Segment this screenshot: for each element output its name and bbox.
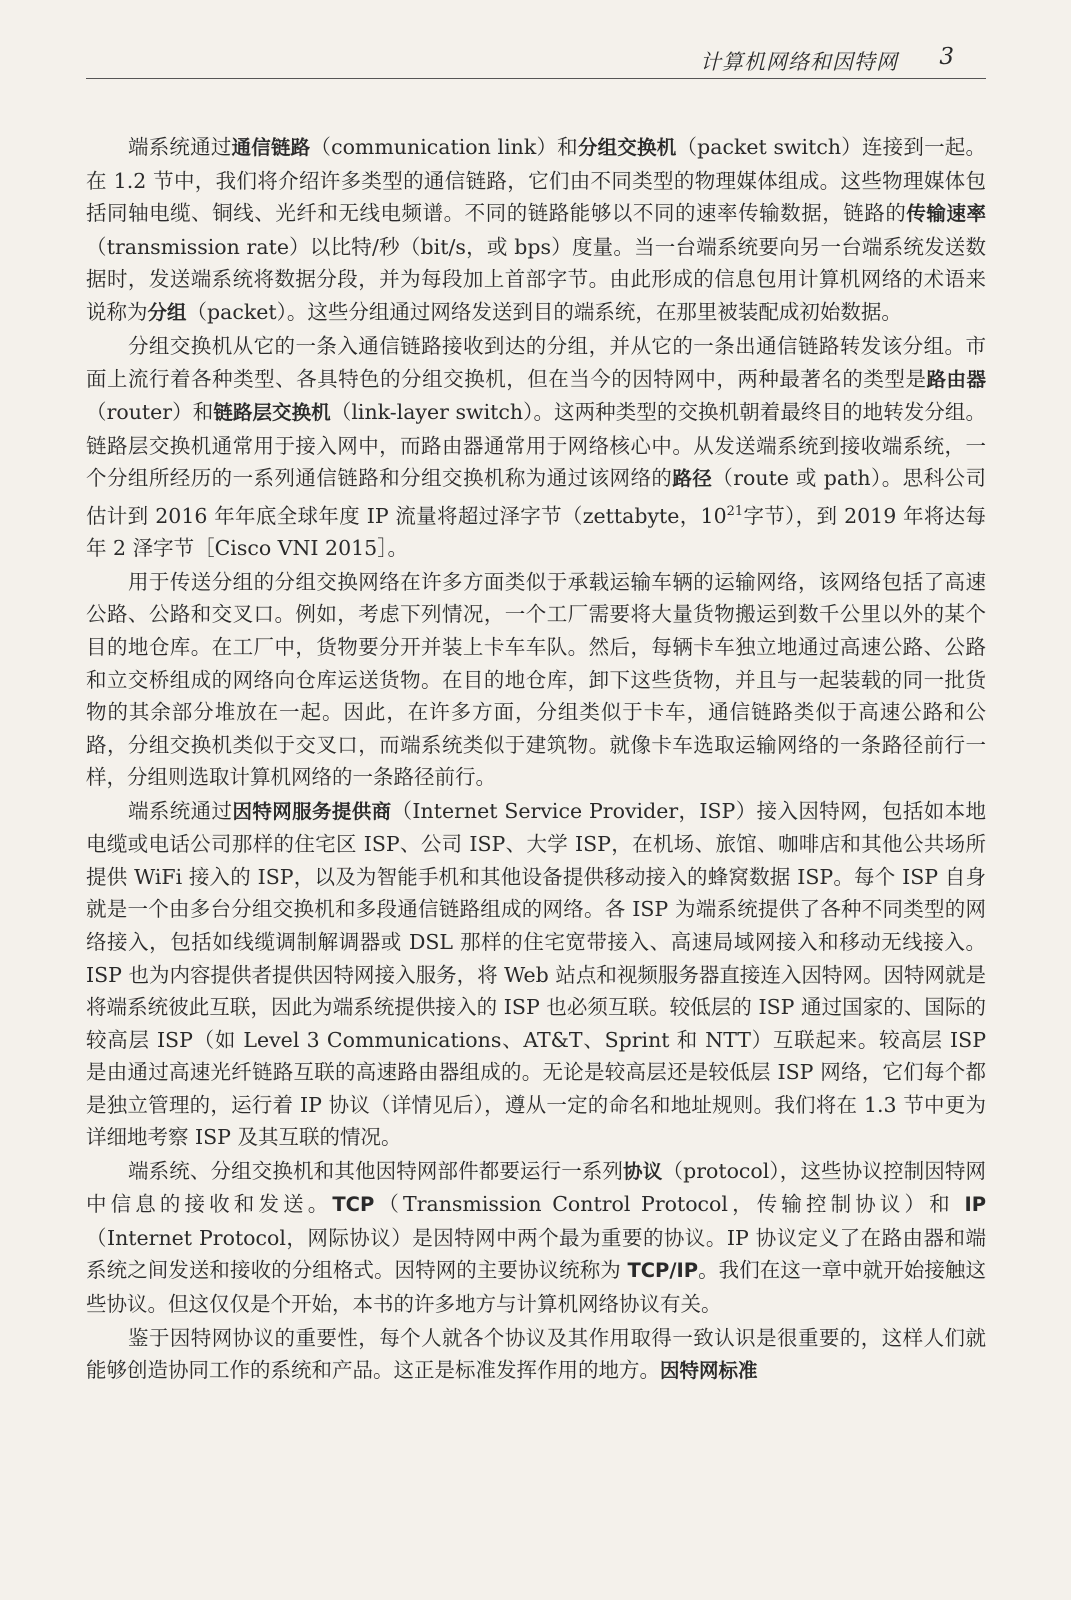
term-tcp-ip: TCP/IP xyxy=(627,1259,699,1283)
paragraph-1 xyxy=(86,131,986,329)
running-head xyxy=(86,44,986,79)
paragraph-3 xyxy=(86,566,986,794)
term-internet-standards: 因特网标准 xyxy=(660,1359,758,1383)
text-run: 字节），到 2019 年将达每年 2 泽字节［Cisco VNI 2015］。 xyxy=(86,503,986,561)
text-run: （Internet Protocol，网际协议）是因特网中两个最为重要的协议。IP 协议定义了在路由器和端系统之间发送和接收的分组格式。因特网的主要协议统称为 xyxy=(86,1225,986,1283)
term-route: 路径 xyxy=(672,467,713,491)
text-run: 端系统、分组交换机和其他因特网部件都要运行一系列 xyxy=(128,1158,624,1183)
term-ip: IP xyxy=(964,1193,986,1217)
text-run: （route 或 path）。思科公司估计到 2016 年年底全球年度 IP 流量将超过泽字节（zettabyte，10 xyxy=(86,466,986,528)
text-run: （Transmission Control Protocol，传输控制协议）和 xyxy=(374,1192,965,1217)
text-run: 鉴于因特网协议的重要性，每个人就各个协议及其作用取得一致认识是很重要的，这样人们就能够创造协同工作的系统和产品。这正是标准发挥作用的地方。 xyxy=(86,1325,986,1383)
paragraph-6 xyxy=(86,1322,986,1388)
paragraph-4 xyxy=(86,795,986,1154)
text-run: （communication link）和 xyxy=(310,135,578,159)
text-run: （link-layer switch）。这两种类型的交换机朝着最终目的地转发分组。链路层交换机通常用于接入网中，而路由器通常用于网络核心中。从发送端系统到接收端系统，一个分组所经历的一系列通信链路和分组交换机称为通过该网络的 xyxy=(86,400,987,491)
term-tcp: TCP xyxy=(332,1193,375,1217)
text-run: （Internet Service Provider，ISP）接入因特网，包括如本地电缆或电话公司那样的住宅区 ISP、公司 ISP、大学 ISP，在机场、旅馆、咖啡店和其他公共场所提供 WiFi 接入的 ISP，以及为智能手机和其他设备提供移动接入的蜂窝数据 ISP。每个 ISP 自身就是一个由多台分组交换机和多段通信链路组成的网络。各 ISP 为端系统提供了各种不同类型的网络接入，包括如线缆调制解调器或 DSL 那样的住宅宽带接入、高速局域网接入和移动无线接入。ISP 也为内容提供者提供因特网接入服务，将 Web 站点和视频服务器直接连入因特网。因特网就是将端系统彼此互联，因此为端系统提供接入的 ISP 也必须互联。较低层的 ISP 通过国家的、国际的较高层 ISP（如 Level 3 Communications、AT&T、Sprint 和 NTT）互联起来。较高层 ISP 是由通过高速光纤链路互联的高速路由器组成的。无论是较高层还是较低层 ISP 网络，它们每个都是独立管理的，运行着 IP 协议（详情见后），遵从一定的命名和地址规则。我们将在 1.3 节中更为详细地考察 ISP 及其互联的情况。 xyxy=(86,798,986,1150)
text-run: 端系统通过 xyxy=(128,135,232,159)
text-run: 分组交换机从它的一条入通信链路接收到达的分组，并从它的一条出通信链路转发该分组。市面上流行着各种类型、各具特色的分组交换机，但在当今的因特网中，两种最著名的类型是 xyxy=(86,334,986,391)
term-isp: 因特网服务提供商 xyxy=(232,799,392,823)
term-link-layer-switch: 链路层交换机 xyxy=(213,401,331,425)
term-transmission-rate: 传输速率 xyxy=(906,202,986,226)
paragraph-2 xyxy=(86,330,986,565)
exponent: 21 xyxy=(726,504,744,520)
text-run: （packet）。这些分组通过网络发送到目的端系统，在那里被装配成初始数据。 xyxy=(186,299,902,324)
paragraph-5 xyxy=(86,1155,986,1321)
term-protocol: 协议 xyxy=(623,1159,663,1183)
text-run: （protocol），这些协议控制因特网中信息的接收和发送。 xyxy=(86,1158,986,1217)
term-communication-link: 通信链路 xyxy=(231,136,311,159)
term-packet: 分组 xyxy=(147,300,187,324)
body-text xyxy=(86,131,986,1388)
text-run: （router）和 xyxy=(86,400,214,425)
text-run: （transmission rate）以比特/秒（bit/s，或 bps）度量。当一台端系统要向另一台端系统发送数据时，发送端系统将数据分段，并为每段加上首部字节。由此形成的信息包用计算机网络的术语来说称为 xyxy=(86,234,986,324)
term-packet-switch: 分组交换机 xyxy=(577,136,677,159)
page-number: 3 xyxy=(939,44,954,70)
text-run: 用于传送分组的分组交换网络在许多方面类似于承载运输车辆的运输网络，该网络包括了高速公路、公路和交叉口。例如，考虑下列情况，一个工厂需要将大量货物搬运到数千公里以外的某个目的地仓库。在工厂中，货物要分开并装上卡车车队。然后，每辆卡车独立地通过高速公路、公路和立交桥组成的网络向仓库运送货物。在目的地仓库，卸下这些货物，并且与一起装载的同一批货物的其余部分堆放在一起。因此，在许多方面，分组类似于卡车，通信链路类似于高速公路和公路，分组交换机类似于交叉口，而端系统类似于建筑物。就像卡车选取运输网络的一条路径前行一样，分组则选取计算机网络的一条路径前行。 xyxy=(86,569,986,790)
text-run: 。我们在这一章中就开始接触这些协议。但这仅仅是个开始，本书的许多地方与计算机网络协议有关。 xyxy=(86,1258,987,1316)
text-run: （packet switch）连接到一起。在 1.2 节中，我们将介绍许多类型的通信链路，它们由不同类型的物理媒体组成。这些物理媒体包括同轴电缆、铜线、光纤和无线电频谱。不同的链路能够以不同的速率传输数据，链路的 xyxy=(86,135,986,226)
term-router: 路由器 xyxy=(926,367,986,391)
text-run: 端系统通过 xyxy=(128,798,233,823)
chapter-title: 计算机网络和因特网 xyxy=(700,50,898,74)
